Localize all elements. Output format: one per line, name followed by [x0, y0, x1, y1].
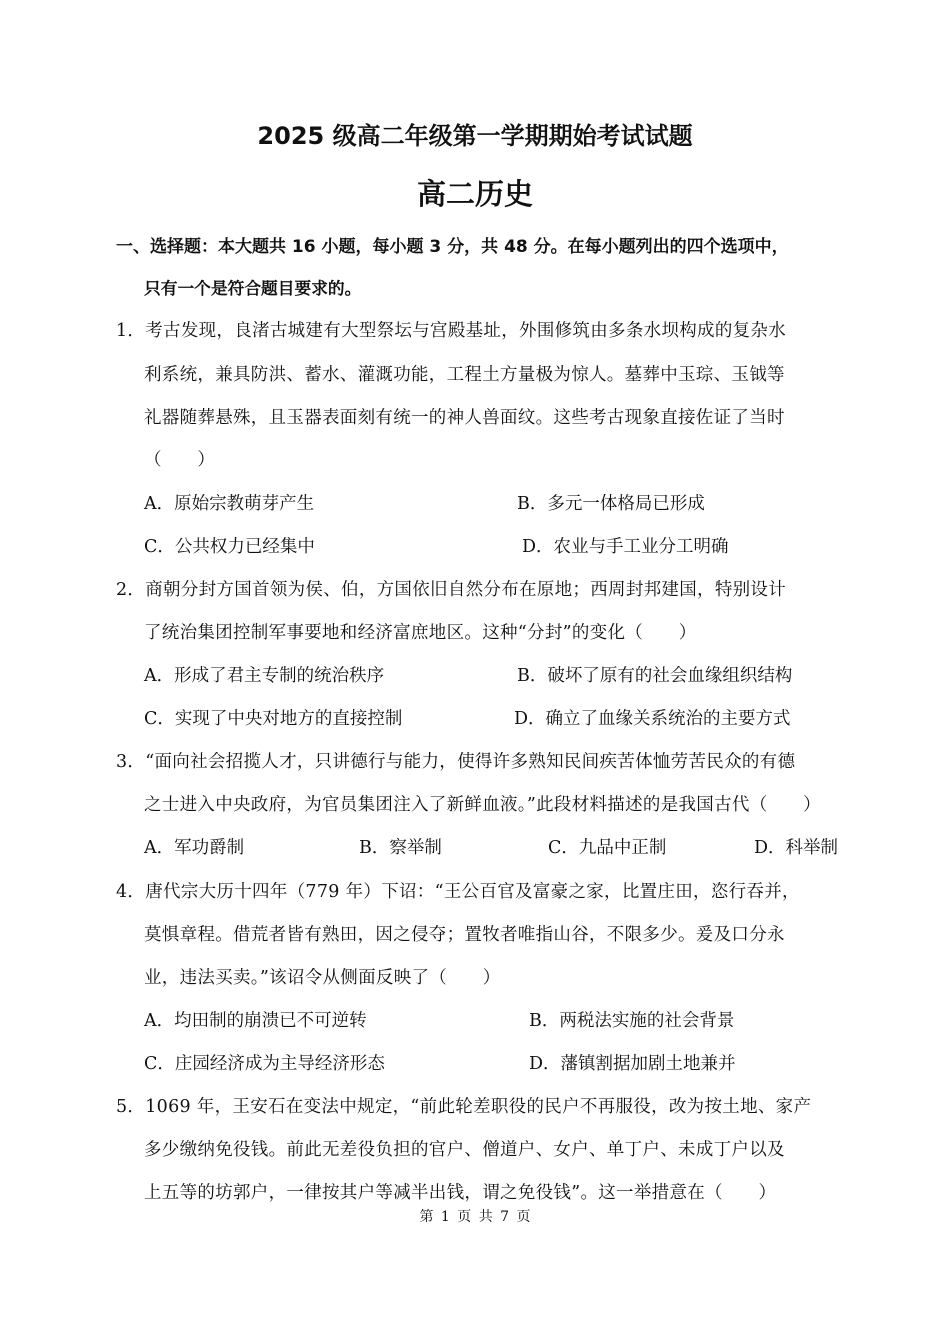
question-1-option-c: C．公共权力已经集中 [144, 537, 315, 557]
question-1-line-1: 1．考古发现，良渚古城建有大型祭坛与宫殿基址，外围修筑由多条水坝构成的复杂水 [116, 321, 787, 341]
question-2-option-b: B．破坏了原有的社会血缘组织结构 [517, 666, 793, 686]
question-1-option-b: B．多元一体格局已形成 [517, 494, 705, 514]
question-2-line-2: 了统治集团控制军事要地和经济富庶地区。这种“分封”的变化（ ） [144, 623, 697, 643]
question-5-line-2: 多少缴纳免役钱。前此无差役负担的官户、僧道户、女户、单丁户、未成丁户以及 [144, 1140, 785, 1160]
question-5-line-1: 5．1069 年，王安石在变法中规定，“前此轮差职役的民户不再服役，改为按土地、家产 [116, 1097, 812, 1117]
question-3-option-b: B．察举制 [359, 838, 442, 858]
question-1-line-3: 礼器随葬悬殊，且玉器表面刻有统一的神人兽面纹。这些考古现象直接佐证了当时 [144, 408, 785, 428]
question-3-line-2: 之士进入中央政府，为官员集团注入了新鲜血液。”此段材料描述的是我国古代（ ） [144, 795, 821, 815]
question-4-option-a: A．均田制的崩溃已不可逆转 [144, 1011, 367, 1031]
section-heading-line2: 只有一个是符合题目要求的。 [144, 278, 362, 298]
question-1-line-2: 利系统，兼具防洪、蓄水、灌溉功能，工程土方量极为惊人。墓葬中玉琮、玉钺等 [144, 365, 785, 385]
question-4-line-1: 4．唐代宗大历十四年（779 年）下诏：“王公百官及富豪之家，比置庄田，恣行吞并， [116, 882, 800, 902]
question-4-option-c: C．庄园经济成为主导经济形态 [144, 1054, 385, 1074]
section-heading-line1: 一、选择题：本大题共 16 小题，每小题 3 分，共 48 分。在每小题列出的四个选项中， [116, 237, 789, 257]
question-2-option-c: C．实现了中央对地方的直接控制 [144, 709, 403, 729]
question-5-line-3: 上五等的坊郭户，一律按其户等减半出钱，谓之免役钱”。这一举措意在（ ） [144, 1183, 777, 1203]
question-4-line-2: 莫惧章程。借荒者皆有熟田，因之侵夺；置牧者唯指山谷，不限多少。爰及口分永 [144, 925, 785, 945]
question-3-line-1: 3．“面向社会招揽人才，只讲德行与能力，使得许多熟知民间疾苦体恤劳苦民众的有德 [116, 752, 796, 772]
question-1-option-a: A．原始宗教萌芽产生 [144, 494, 315, 514]
question-3-option-d: D．科举制 [754, 838, 839, 858]
question-1-line-4: （ ） [144, 450, 216, 470]
question-1-option-d: D．农业与手工业分工明确 [522, 537, 729, 557]
question-3-option-c: C．九品中正制 [548, 838, 667, 858]
question-4-option-d: D．藩镇割据加剧土地兼并 [529, 1054, 736, 1074]
question-4-option-b: B．两税法实施的社会背景 [529, 1011, 735, 1031]
question-4-line-3: 业，违法买卖。”该诏令从侧面反映了（ ） [144, 968, 501, 988]
subject-title: 高二历史 [416, 177, 533, 211]
page-footer: 第 1 页 共 7 页 [419, 1209, 531, 1225]
question-2-option-a: A．形成了君主专制的统治秩序 [144, 666, 385, 686]
question-2-option-d: D．确立了血缘关系统治的主要方式 [514, 709, 791, 729]
question-2-line-1: 2．商朝分封方国首领为侯、伯，方国依旧自然分布在原地；西周封邦建国，特别设计 [116, 580, 787, 600]
exam-title: 2025 级高二年级第一学期期始考试试题 [257, 122, 693, 150]
question-3-option-a: A．军功爵制 [144, 838, 245, 858]
